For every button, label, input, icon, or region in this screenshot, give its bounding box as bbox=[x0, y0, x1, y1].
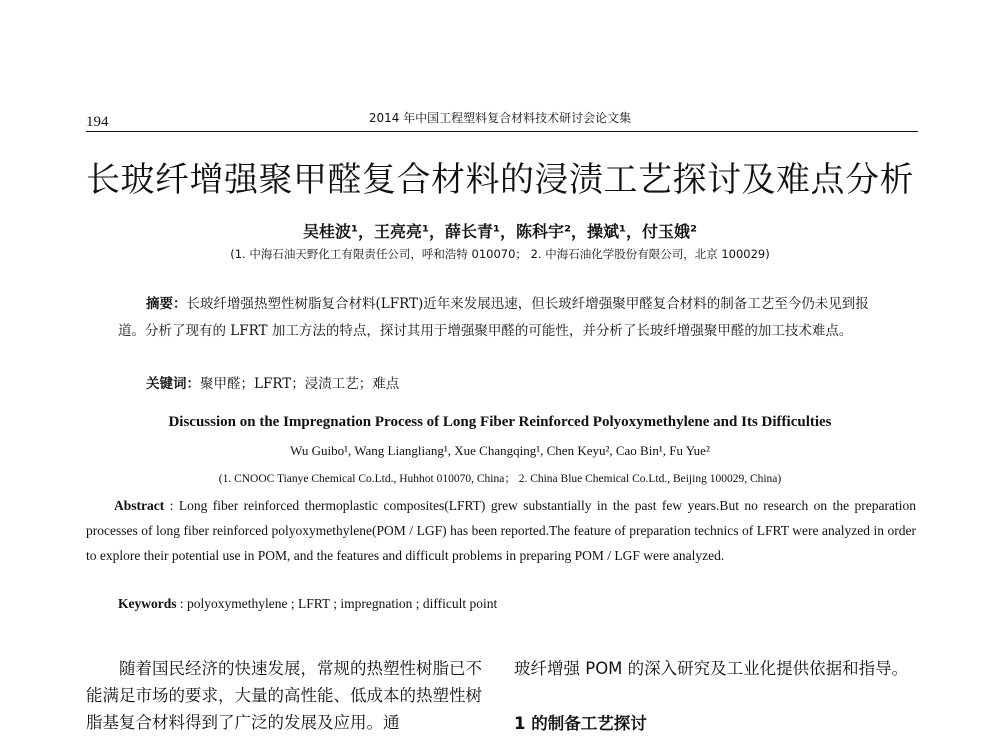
authors-en: Wu Guibo¹, Wang Liangliang¹, Xue Changqing¹, Chen Keyu², Cao Bin¹, Fu Yue² bbox=[290, 443, 710, 458]
section-heading: 1 的制备工艺探讨 bbox=[514, 714, 647, 733]
body-left-column: 随着国民经济的快速发展，常规的热塑性树脂已不能满足市场的要求，大量的高性能、低成本的热塑性树脂基复合材料得到了广泛的发展及应用。通 bbox=[86, 659, 482, 732]
paper-title-cn: 长玻纤增强聚甲醛复合材料的浸渍工艺探讨及难点分析 bbox=[86, 160, 914, 200]
abstract-cn-text: 长玻纤增强热塑性树脂复合材料(LFRT)近年来发展迅速，但长玻纤增强聚甲醛复合材料的制备工艺至今仍未见到报道。分析了现有的 LFRT 加工方法的特点，探讨其用于增强聚甲醛的可能性，并分析了长玻纤增强聚甲醛的加工技术难点。 bbox=[118, 296, 869, 339]
page-number: 194 bbox=[86, 114, 109, 130]
abstract-cn-label: 摘要： bbox=[146, 296, 187, 312]
abstract-cn bbox=[118, 291, 880, 345]
keywords-cn bbox=[146, 372, 399, 392]
running-title: 2014 年中国工程塑料复合材料技术研讨会论文集 bbox=[368, 111, 632, 125]
keywords-cn-text: 聚甲醛；LFRT；浸渍工艺；难点 bbox=[200, 376, 400, 392]
keywords-cn-label: 关键词： bbox=[146, 376, 200, 392]
abstract-en-text: : Long fiber reinforced thermoplastic composites(LFRT) grew substantially in the past few years.But no research on the preparation processes of long fiber reinforced polyoxymethylene(POM / LGF) has been reported.The feature of preparation technics of LFRT were analyzed in order to explore their potential use in POM, and the features and difficult problems in preparing POM / LGF were analyzed. bbox=[86, 498, 916, 563]
paper-title-en: Discussion on the Impregnation Process of Long Fiber Reinforced Polyoxymethylene and Its Difficulties bbox=[168, 414, 832, 430]
keywords-en-label: Keywords bbox=[118, 596, 177, 611]
keywords-en-text: : polyoxymethylene ; LFRT ; impregnation ; difficult point bbox=[176, 596, 498, 611]
affiliations-cn: (1. 中海石油天野化工有限责任公司，呼和浩特 010070； 2. 中海石油化学股份有限公司，北京 100029) bbox=[230, 247, 770, 261]
body-right-column: 玻纤增强 POM 的深入研究及工业化提供依据和指导。 bbox=[514, 659, 909, 678]
keywords-en bbox=[118, 596, 497, 612]
abstract-en-label: Abstract bbox=[114, 498, 165, 513]
authors-cn: 吴桂波¹，王亮亮¹，薛长青¹，陈科宇²，操斌¹，付玉娥² bbox=[302, 222, 698, 241]
abstract-en bbox=[86, 493, 916, 568]
affiliations-en: (1. CNOOC Tianye Chemical Co.Ltd., Huhhot 010070, China； 2. China Blue Chemical Co.Ltd., Beijing 100029, China) bbox=[218, 473, 782, 485]
header-rule bbox=[86, 131, 918, 132]
